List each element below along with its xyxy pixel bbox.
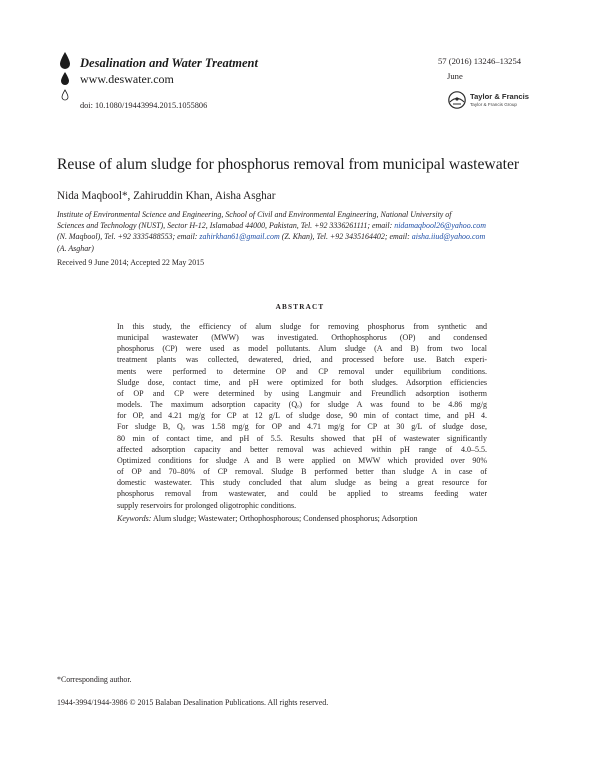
journal-citation: 57 (2016) 13246–13254: [438, 56, 522, 66]
abstract-line: of OP and CP were determined by using Langmuir and Freundlich adsorption isotherm: [117, 388, 487, 398]
abstract-body: [117, 321, 487, 511]
journal-name: Desalination and Water Treatment: [80, 56, 258, 70]
affiliation-line: [57, 220, 547, 231]
abstract-line: In this study, the efficiency of alum sludge for removing phosphorus from synthetic and: [117, 322, 487, 331]
abstract-line: affected adsorption capacity and better removal was achieved within pH range of 4.0–5.5.: [117, 444, 487, 454]
received-accepted-dates: Received 9 June 2014; Accepted 22 May 2015: [57, 258, 205, 267]
abstract-line: phosphorus removal from wastewater, and could be applied to streams feeding water: [117, 489, 487, 499]
abstract-line: treatment plants was collected, dewatered, dried, and processed before use. Batch experi-: [117, 355, 487, 365]
copyright-line: 1944-3994/1944-3986 © 2015 Balaban Desalination Publications. All rights reserved.: [57, 698, 329, 707]
paper-title: Reuse of alum sludge for phosphorus removal from municipal wastewater: [57, 156, 520, 173]
journal-url-link[interactable]: www.deswater.com: [80, 72, 174, 86]
taylor-francis-icon: [447, 91, 467, 109]
abstract-line: domestic wastewater. This study concluded that alum sludge as being a great resource for: [117, 478, 487, 488]
affiliation-text: (Z. Khan), Tel. +92 3435164402; email:: [279, 232, 412, 242]
abstract-line: ments were performed to determine OP and CP removal under equilibrium conditions.: [117, 366, 487, 376]
abstract-line: phosphorus (CP) were used as model pollutants. Alum sludge (A and B) from two local: [117, 344, 487, 354]
issue-month: June: [447, 71, 463, 81]
abstract-heading: ABSTRACT: [275, 303, 325, 311]
affiliation-text: (N. Maqbool), Tel. +92 3335488553; email:: [57, 232, 200, 242]
abstract-line: models. The maximum adsorption capacity (Qₒ) for sludge A was found to be 4.86 mg/g: [117, 400, 487, 410]
keywords-list: Alum sludge; Wastewater; Orthophosphorous; Condensed phosphorus; Adsorption: [152, 514, 418, 523]
doi-text: doi: 10.1080/19443994.2015.1055806: [80, 101, 208, 110]
corresponding-author-note: *Corresponding author.: [57, 675, 132, 684]
email-link-khan[interactable]: zahirkhan61@gmail.com: [199, 232, 280, 242]
affiliation-text: Sciences and Technology (NUST), Sector H-12, Islamabad 44000, Pakistan, Tel. +92 3336261111; email:: [57, 221, 395, 231]
affiliation-line: (A. Asghar): [57, 243, 94, 253]
publisher-logo-name: Taylor & Francis: [470, 92, 529, 101]
abstract-line: For sludge B, Qₒ was 1.58 mg/g for OP and 4.71 mg/g for CP at 30 g/L of sludge dose,: [117, 422, 487, 432]
publisher-logo-group: Taylor & Francis Group: [470, 102, 517, 107]
abstract-line: for OP, and 4.21 mg/g for CP at 12 g/L of sludge dose, 90 min of contact time, and pH 4.: [117, 411, 487, 421]
author-list: Nida Maqbool*, Zahiruddin Khan, Aisha Asghar: [57, 190, 276, 202]
abstract-line: municipal wastewater (MWW) was investigated. Orthophosphorus (OP) and condensed: [117, 333, 487, 343]
journal-logo-drops-icon: [57, 50, 73, 110]
abstract-line: 80 min of contact time, and pH of 5.5. Results showed that pH of wastewater significantly: [117, 433, 487, 443]
abstract-line: of OP and 70–80% of CP removal. Sludge B performed better than sludge A in case of: [117, 467, 487, 477]
keywords-label: Keywords:: [117, 514, 152, 523]
publisher-logo: [447, 89, 547, 113]
affiliation-block: [57, 209, 547, 254]
abstract-line: Sludge dose, contact time, and pH were optimized for both sludges. Adsorption efficiencies: [117, 377, 487, 387]
affiliation-line: Institute of Environmental Science and Engineering, School of Civil and Environmental Engineering, National University of: [57, 210, 452, 219]
abstract-line: supply reservoirs for prolonged oligotrophic conditions.: [117, 500, 297, 510]
abstract-line: Optimized conditions for sludge A and B were applied on MWW which provided over 90%: [117, 455, 487, 465]
email-link-maqbool[interactable]: nidamaqbool26@yahoo.com: [394, 221, 486, 231]
keywords-line: [117, 514, 417, 523]
affiliation-line: [57, 231, 547, 242]
email-link-asghar[interactable]: aisha.iiud@yahoo.com: [411, 232, 486, 242]
